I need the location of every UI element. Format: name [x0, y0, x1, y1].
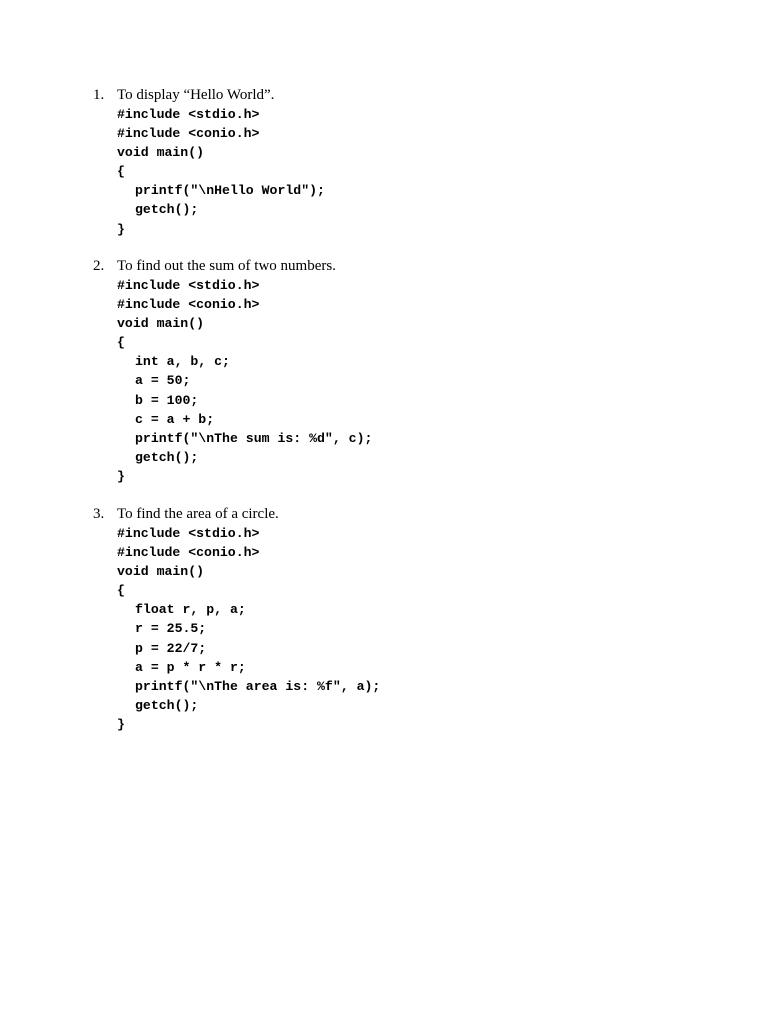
program-2: [0, 257, 768, 486]
code-line: {: [117, 583, 125, 599]
code-line: c = a + b;: [135, 411, 215, 427]
program-heading: [0, 505, 768, 524]
code-line: getch();: [135, 449, 199, 465]
code-line: #include <stdio.h>: [117, 278, 260, 293]
code-line: {: [117, 335, 125, 351]
code-line: r = 25.5;: [135, 621, 207, 637]
list-number: 3.: [93, 506, 105, 522]
code-block: [0, 105, 768, 239]
program-heading: [0, 86, 768, 105]
code-line: #include <conio.h>: [117, 297, 260, 313]
code-line: void main(): [117, 316, 205, 332]
code-line: {: [117, 164, 125, 180]
code-line: a = 50;: [135, 373, 191, 389]
code-block: [0, 276, 768, 486]
program-3: [0, 505, 768, 734]
code-line: void main(): [117, 145, 205, 161]
code-line: getch();: [135, 202, 199, 218]
code-line: printf("\nThe sum is: %d", c);: [135, 430, 373, 446]
code-line: p = 22/7;: [135, 640, 207, 656]
code-line: void main(): [117, 564, 205, 580]
code-line: #include <conio.h>: [117, 126, 260, 142]
program-title: To display “Hello World”.: [117, 87, 275, 103]
code-line: printf("\nHello World");: [135, 183, 325, 199]
code-line: #include <stdio.h>: [117, 107, 260, 122]
code-line: float r, p, a;: [135, 602, 246, 618]
code-line: }: [117, 468, 125, 484]
list-number: 2.: [93, 258, 105, 274]
code-line: getch();: [135, 697, 199, 713]
code-line: #include <conio.h>: [117, 545, 260, 561]
program-title: To find out the sum of two numbers.: [117, 258, 336, 274]
code-line: #include <stdio.h>: [117, 526, 260, 541]
code-line: }: [117, 716, 125, 732]
code-line: b = 100;: [135, 392, 199, 408]
code-line: }: [117, 221, 125, 237]
code-line: a = p * r * r;: [135, 659, 246, 675]
code-line: printf("\nThe area is: %f", a);: [135, 678, 381, 694]
program-heading: [0, 257, 768, 276]
code-line: int a, b, c;: [135, 354, 230, 370]
list-number: 1.: [93, 87, 105, 103]
program-title: To find the area of a circle.: [117, 506, 279, 522]
code-block: [0, 524, 768, 734]
program-1: [0, 86, 768, 239]
